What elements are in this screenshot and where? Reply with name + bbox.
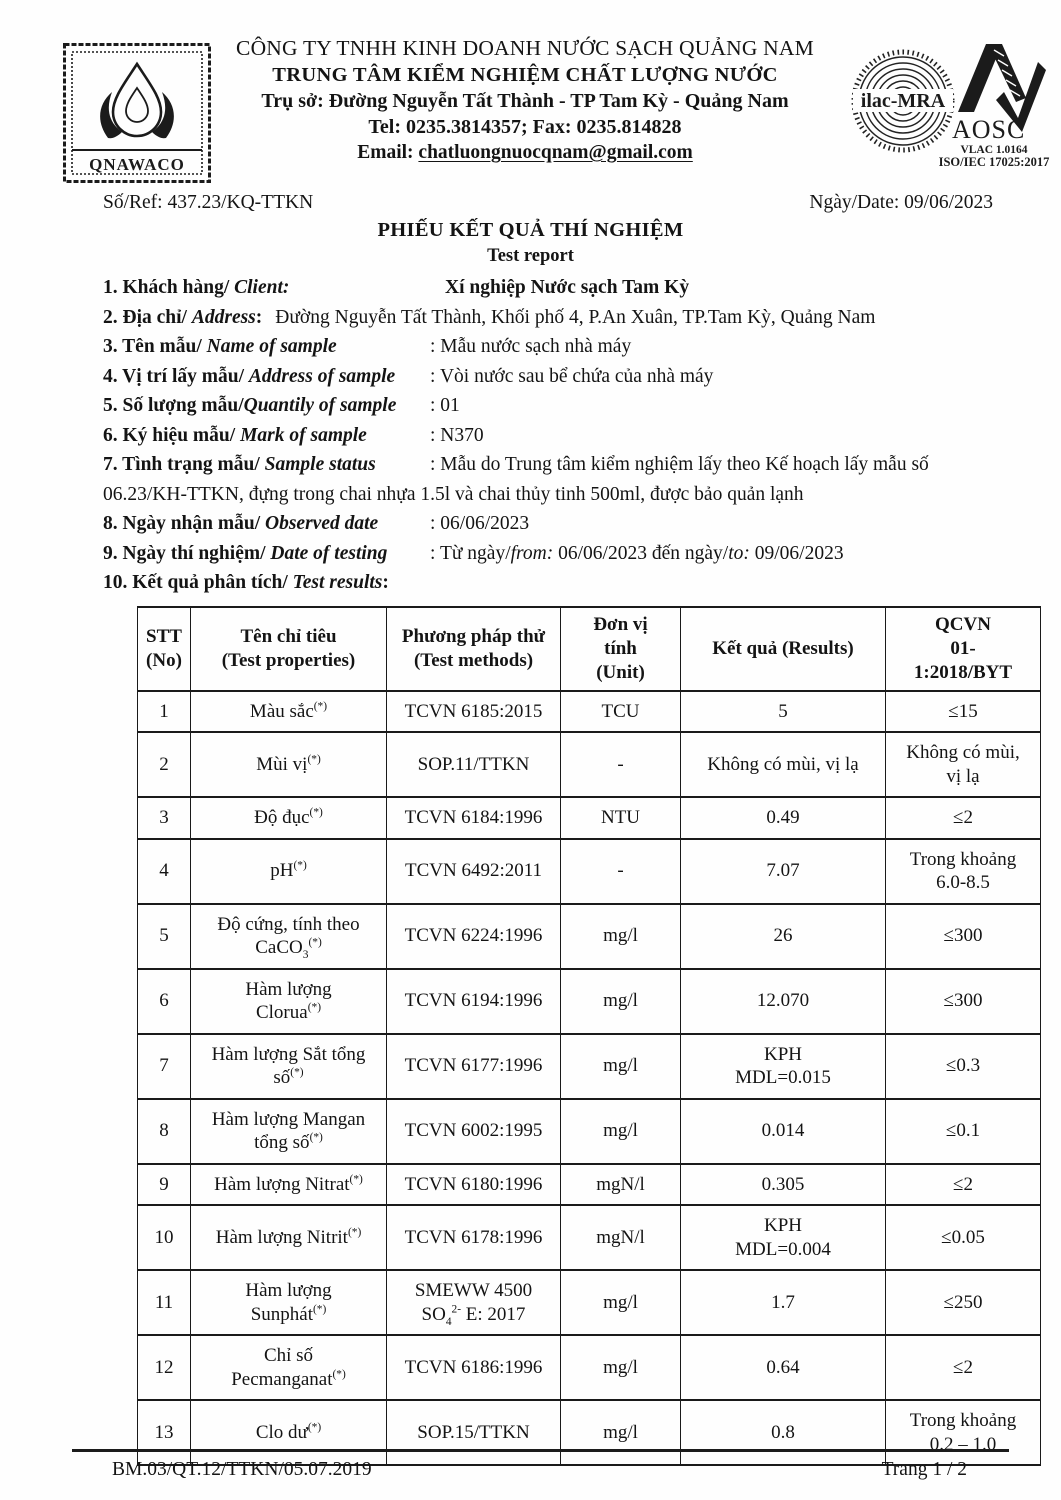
page-title: PHIẾU KẾT QUẢ THÍ NGHIỆM <box>377 219 684 241</box>
qnawaco-logo <box>62 42 212 184</box>
cell-method: TCVN 6180:1996 <box>387 1164 561 1206</box>
column-header: Phương pháp thử (Test methods) <box>387 607 561 691</box>
info-sample-name-label: 3. Tên mẫu/ Name of sample <box>103 336 337 357</box>
cell-method: TCVN 6194:1996 <box>387 969 561 1034</box>
cell-unit: - <box>561 732 681 797</box>
info-address-label: 2. Địa chỉ/ Address: <box>103 306 263 328</box>
cell-property: Hàm lượng Nitrit(*) <box>191 1205 387 1270</box>
email-label: Email: <box>357 142 419 163</box>
cell-result: 7.07 <box>681 839 886 904</box>
column-header: Đơn vị tính (Unit) <box>561 607 681 691</box>
cell-limit: ≤0.3 <box>886 1034 1041 1099</box>
table-row <box>138 1205 1041 1270</box>
info-sample-mark-label: 6. Ký hiệu mẫu/ Mark of sample <box>103 424 367 446</box>
cell-result: 12.070 <box>681 969 886 1034</box>
info-address-value: Đường Nguyễn Tất Thành, Khối phố 4, P.An Xuân, TP.Tam Kỳ, Quảng Nam <box>275 306 876 328</box>
page-subtitle: Test report <box>487 246 574 266</box>
info-received-date <box>103 509 1006 539</box>
cell-result: 0.8 <box>681 1400 886 1465</box>
cell-stt: 3 <box>138 797 191 839</box>
cell-property: Độ cứng, tính theo CaCO$_3$(*) <box>191 904 387 969</box>
cell-method: SOP.11/TTKN <box>387 732 561 797</box>
info-sample-name <box>103 332 1006 362</box>
table-row <box>138 1034 1041 1099</box>
cell-property: pH(*) <box>191 839 387 904</box>
cell-result: Không có mùi, vị lạ <box>681 732 886 797</box>
cell-property: Chỉ số Pecmanganat(*) <box>191 1335 387 1400</box>
cell-limit: Trong khoảng 6.0-8.5 <box>886 839 1041 904</box>
cell-unit: mgN/l <box>561 1164 681 1206</box>
results-table <box>137 606 1041 1467</box>
column-header: QCVN 01- 1:2018/BYT <box>886 607 1041 691</box>
cell-result: 5 <box>681 691 886 733</box>
cell-property: Độ đục(*) <box>191 797 387 839</box>
cell-method: TCVN 6178:1996 <box>387 1205 561 1270</box>
info-received-date-value: : 06/06/2023 <box>430 513 530 534</box>
cell-limit: ≤300 <box>886 969 1041 1034</box>
info-sample-location-label: 4. Vị trí lấy mẫu/ Address of sample <box>103 365 396 387</box>
info-sample-location-value: : Vòi nước sau bể chứa của nhà máy <box>430 365 714 387</box>
qnawaco-logo-text: QNAWACO <box>89 155 185 174</box>
cell-limit: ≤300 <box>886 904 1041 969</box>
aosc-logo-graphic <box>928 36 1050 168</box>
cell-property: Hàm lượng Sunphát(*) <box>191 1270 387 1335</box>
cell-property: Hàm lượng Sắt tổng số(*) <box>191 1034 387 1099</box>
info-sample-mark-value: : N370 <box>430 424 484 446</box>
results-table-body <box>138 691 1041 1466</box>
info-testing-date-value: : Từ ngày/from: 06/06/2023 đến ngày/to: 09/06/2023 <box>430 542 844 564</box>
cell-stt: 6 <box>138 969 191 1034</box>
cell-method: TCVN 6002:1995 <box>387 1099 561 1164</box>
sample-info-list <box>103 273 1006 598</box>
company-address: Trụ sở: Đường Nguyễn Tất Thành - TP Tam Kỳ - Quảng Nam <box>261 90 789 112</box>
cell-result: 26 <box>681 904 886 969</box>
table-row <box>138 1164 1041 1206</box>
cell-stt: 7 <box>138 1034 191 1099</box>
cell-result: KPH MDL=0.004 <box>681 1205 886 1270</box>
aosc-text: AOSC <box>952 115 1026 144</box>
cell-unit: mg/l <box>561 1335 681 1400</box>
info-testing-date-label: 9. Ngày thí nghiệm/ Date of testing <box>103 542 388 564</box>
cell-stt: 5 <box>138 904 191 969</box>
center-name: TRUNG TÂM KIỂM NGHIỆM CHẤT LƯỢNG NƯỚC <box>272 64 778 86</box>
info-test-results-heading: 10. Kết quả phân tích/ Test results: <box>103 572 389 593</box>
cell-result: 0.49 <box>681 797 886 839</box>
info-address <box>103 303 1006 333</box>
table-row <box>138 797 1041 839</box>
page-footer <box>72 1449 1009 1481</box>
cell-limit: Không có mùi, vị lạ <box>886 732 1041 797</box>
table-row <box>138 1099 1041 1164</box>
cell-method: TCVN 6184:1996 <box>387 797 561 839</box>
info-received-date-label: 8. Ngày nhận mẫu/ Observed date <box>103 513 379 534</box>
cell-unit: mg/l <box>561 1270 681 1335</box>
cell-result: 1.7 <box>681 1270 886 1335</box>
cell-unit: - <box>561 839 681 904</box>
cell-stt: 13 <box>138 1400 191 1465</box>
info-client <box>103 273 1006 303</box>
cell-unit: NTU <box>561 797 681 839</box>
cell-property: Clo dư(*) <box>191 1400 387 1465</box>
cell-property: Hàm lượng Mangan tổng số(*) <box>191 1099 387 1164</box>
table-row <box>138 1270 1041 1335</box>
table-row <box>138 969 1041 1034</box>
cell-stt: 2 <box>138 732 191 797</box>
cell-stt: 12 <box>138 1335 191 1400</box>
info-sample-location <box>103 362 1006 392</box>
iso-text: ISO/IEC 17025:2017 <box>938 155 1050 168</box>
table-row <box>138 732 1041 797</box>
info-sample-quantity-label: 5. Số lượng mẫu/Quantily of sample <box>103 395 397 416</box>
form-code: BM.03/QT.12/TTKN/05.07.2019 <box>112 1459 372 1480</box>
info-sample-status-line2: 06.23/KH-TTKN, đựng trong chai nhựa 1.5l và chai thủy tinh 500ml, được bảo quản lạnh <box>103 483 804 505</box>
info-sample-mark <box>103 421 1006 451</box>
email-address: chatluongnuocqnam@gmail.com <box>418 142 693 163</box>
qnawaco-logo-graphic <box>62 42 212 184</box>
cell-limit: ≤2 <box>886 1335 1041 1400</box>
cell-result: KPH MDL=0.015 <box>681 1034 886 1099</box>
cell-stt: 10 <box>138 1205 191 1270</box>
ilac-mra-text: ilac-MRA <box>860 90 946 112</box>
cell-limit: Trong khoảng 0.2 – 1.0 <box>886 1400 1041 1465</box>
info-sample-status <box>103 450 1006 480</box>
cell-method: SMEWW 4500 $SO_4^{2-}$ E: 2017 <box>387 1270 561 1335</box>
cell-property: Hàm lượng Nitrat(*) <box>191 1164 387 1206</box>
cell-method: TCVN 6177:1996 <box>387 1034 561 1099</box>
cell-limit: ≤0.1 <box>886 1099 1041 1164</box>
ref-date-row <box>103 192 993 214</box>
info-client-value: Xí nghiệp Nước sạch Tam Kỳ <box>445 277 690 298</box>
cell-unit: mg/l <box>561 904 681 969</box>
cell-limit: ≤250 <box>886 1270 1041 1335</box>
report-date: Ngày/Date: 09/06/2023 <box>809 192 993 213</box>
info-sample-name-value: : Mẫu nước sạch nhà máy <box>430 336 632 357</box>
cell-unit: mg/l <box>561 1034 681 1099</box>
cell-stt: 11 <box>138 1270 191 1335</box>
cell-stt: 9 <box>138 1164 191 1206</box>
info-client-label: 1. Khách hàng/ Client: <box>103 277 290 298</box>
column-header: STT (No) <box>138 607 191 691</box>
cell-result: 0.014 <box>681 1099 886 1164</box>
cell-result: 0.64 <box>681 1335 886 1400</box>
ref-number: Số/Ref: 437.23/KQ-TTKN <box>103 192 314 213</box>
cell-unit: mg/l <box>561 1400 681 1465</box>
cell-stt: 1 <box>138 691 191 733</box>
aosc-logo <box>928 36 1050 168</box>
info-testing-date <box>103 539 1006 569</box>
cell-stt: 8 <box>138 1099 191 1164</box>
table-row <box>138 839 1041 904</box>
page-number: Trang 1 / 2 <box>881 1459 967 1480</box>
cell-result: 0.305 <box>681 1164 886 1206</box>
cell-method: TCVN 6492:2011 <box>387 839 561 904</box>
company-email-line <box>200 142 850 164</box>
cell-method: TCVN 6224:1996 <box>387 904 561 969</box>
cell-property: Hàm lượng Clorua(*) <box>191 969 387 1034</box>
cell-unit: mgN/l <box>561 1205 681 1270</box>
cell-property: Mùi vị(*) <box>191 732 387 797</box>
cell-unit: mg/l <box>561 969 681 1034</box>
cell-limit: ≤2 <box>886 1164 1041 1206</box>
cell-limit: ≤15 <box>886 691 1041 733</box>
info-sample-status-value: : Mẫu do Trung tâm kiểm nghiệm lấy theo Kế hoạch lấy mẫu số <box>430 454 929 475</box>
table-row <box>138 691 1041 733</box>
header-row <box>138 607 1041 691</box>
cell-stt: 4 <box>138 839 191 904</box>
cell-unit: TCU <box>561 691 681 733</box>
cell-method: SOP.15/TTKN <box>387 1400 561 1465</box>
column-header: Kết quả (Results) <box>681 607 886 691</box>
cell-limit: ≤2 <box>886 797 1041 839</box>
table-row <box>138 1335 1041 1400</box>
vlac-text: VLAC 1.0164 <box>960 144 1028 156</box>
cell-unit: mg/l <box>561 1099 681 1164</box>
info-sample-quantity <box>103 391 1006 421</box>
results-table-head <box>138 607 1041 691</box>
table-row <box>138 904 1041 969</box>
cell-method: TCVN 6185:2015 <box>387 691 561 733</box>
report-header <box>0 0 1061 192</box>
company-tel-fax: Tel: 0235.3814357; Fax: 0235.814828 <box>368 116 682 138</box>
cell-property: Màu sắc(*) <box>191 691 387 733</box>
cell-method: TCVN 6186:1996 <box>387 1335 561 1400</box>
company-header-text <box>200 36 850 164</box>
info-sample-status-label: 7. Tình trạng mẫu/ Sample status <box>103 454 376 475</box>
company-name: CÔNG TY TNHH KINH DOANH NƯỚC SẠCH QUẢNG NAM <box>236 36 814 60</box>
cell-limit: ≤0.05 <box>886 1205 1041 1270</box>
column-header: Tên chỉ tiêu (Test properties) <box>191 607 387 691</box>
info-sample-quantity-value: : 01 <box>430 395 460 416</box>
